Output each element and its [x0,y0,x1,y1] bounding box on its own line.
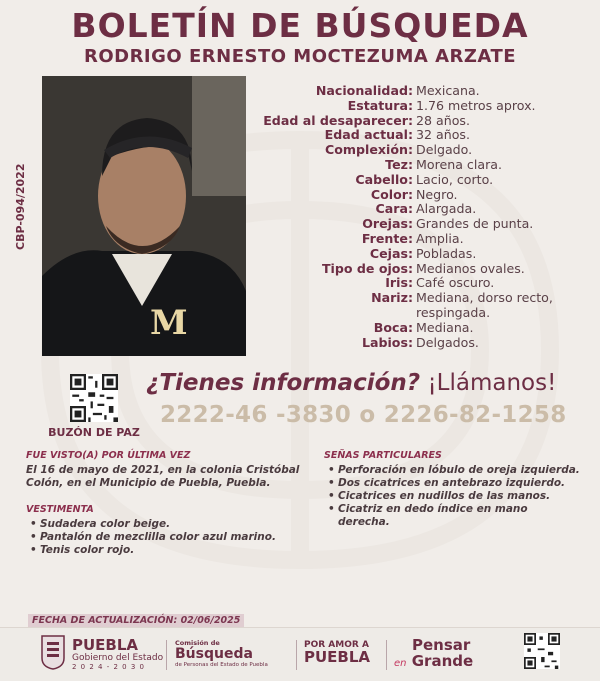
buzon-de-paz-label: BUZÓN DE PAZ [48,426,140,439]
desc-label: Estatura: [347,97,413,113]
update-date: FECHA DE ACTUALIZACIÓN: 02/06/2025 [28,614,244,627]
case-number: CBP-094/2022 [14,163,27,250]
qr-code-icon [524,633,560,669]
desc-row [262,232,582,247]
desc-label: Tipo de ojos: [321,260,413,276]
desc-value: 32 años. [416,127,470,143]
gobierno-label: Gobierno del Estado [72,653,164,663]
shirt-letter: M [150,303,188,343]
desc-label: Cara: [375,201,413,217]
desc-value: Mediana. [416,319,474,335]
desc-label: Labios: [361,334,413,350]
desc-label: Edad actual: [324,127,413,143]
desc-row [262,84,582,99]
desc-row [262,291,582,321]
desc-row [262,158,582,173]
desc-value: Café oscuro. [416,275,495,291]
footer-qr-code[interactable] [524,633,560,669]
puebla-shield-icon [40,634,66,670]
desc-value: Pobladas. [416,245,477,261]
desc-value: Medianos ovales. [416,260,525,276]
clothing-list [26,518,306,557]
contact-phones [160,402,567,428]
last-seen-text: El 16 de mayo de 2021, en la colonia Cristóbal Colón, en el Municipio de Puebla, Puebla. [26,464,300,489]
info-question: ¿Tienes información? [146,370,421,396]
phone-number-2[interactable]: 2226-82-1258 [383,402,567,428]
busqueda-wordmark: Búsqueda [175,646,253,662]
desc-label: Frente: [361,230,413,246]
list-item: • Pantalón de mezclilla color azul marino. [26,531,306,544]
desc-value: Alargada. [416,201,477,217]
desc-row [262,217,582,232]
list-item: • Perforación en lóbulo de oreja izquierda. [324,464,582,477]
list-item: • Sudadera color beige. [26,518,306,531]
missing-person-photo [42,76,246,356]
clothing-section [26,503,306,557]
list-item: • Dos cicatrices en antebrazo izquierdo. [324,477,582,490]
desc-label: Edad al desaparecer: [263,112,413,128]
desc-row [262,143,582,158]
comision-busqueda-logo [175,640,268,668]
marks-list [324,464,582,529]
desc-label: Color: [370,186,413,202]
gobierno-puebla-logo [72,638,163,671]
por-amor-puebla-logo [304,640,370,665]
footer-divider [386,640,387,670]
desc-row [262,247,582,262]
en-label: en [394,658,407,669]
desc-value: 28 años. [416,112,470,128]
desc-value: Morena clara. [416,156,502,172]
person-photo-illustration [42,76,246,356]
por-amor-label: POR AMOR A [304,640,369,650]
desc-row [262,114,582,129]
desc-label: Orejas: [362,216,413,232]
desc-value: Amplia. [416,230,464,246]
desc-label: Tez: [385,156,413,172]
desc-row [262,336,582,351]
desc-label: Cejas: [369,245,413,261]
desc-label: Nacionalidad: [315,83,413,98]
desc-row [262,276,582,291]
qr-code-icon [70,374,118,422]
footer-divider [296,640,297,670]
desc-row [262,262,582,277]
list-item: • Tenis color rojo. [26,544,306,557]
desc-value: Delgados. [416,334,479,350]
pensar-label: Pensar [412,636,471,654]
desc-label: Iris: [385,275,413,291]
info-call: ¡Llámanos! [427,370,557,396]
clothing-heading: VESTIMENTA [26,504,94,515]
desc-label: Boca: [373,319,413,335]
desc-label: Complexión: [325,142,413,158]
bulletin-title: BOLETÍN DE BÚSQUEDA [71,6,529,45]
desc-label: Nariz: [371,290,413,306]
phone-number-1[interactable]: 2222-46 -3830 [160,402,352,428]
footer-logos [0,627,600,681]
desc-label: Cabello: [355,171,413,187]
buzon-qr-code[interactable] [70,374,118,422]
desc-row [262,188,582,203]
desc-value: Mexicana. [416,83,480,98]
phone-separator: o [359,402,376,428]
information-prompt [146,370,556,396]
puebla-wordmark: PUEBLA [72,636,139,654]
desc-value: 1.76 metros aprox. [416,97,536,113]
last-seen-section [26,449,306,490]
distinguishing-marks-section [324,449,582,529]
desc-value: Grandes de punta. [416,216,534,232]
missing-person-name: RODRIGO ERNESTO MOCTEZUMA ARZATE [83,46,517,67]
desc-row [262,202,582,217]
desc-row [262,128,582,143]
busqueda-subtitle: de Personas del Estado de Puebla [175,662,268,668]
physical-description [262,84,582,350]
desc-row [262,173,582,188]
list-item: • Cicatrices en nudillos de las manos. [324,490,582,503]
puebla-label: PUEBLA [304,648,371,666]
last-seen-heading: FUE VISTO(A) POR ÚLTIMA VEZ [26,450,191,461]
grande-label: Grande [411,652,474,670]
marks-heading: SEÑAS PARTICULARES [324,450,442,461]
desc-value: Mediana, dorso recto, respingada. [416,290,553,320]
term-years: 2 0 2 4 - 2 0 3 0 [72,663,145,671]
desc-row [262,99,582,114]
pensar-en-grande-logo [394,638,473,672]
desc-row [262,321,582,336]
footer-divider [166,640,167,670]
comision-label: Comisión de [175,639,220,647]
list-item: • Cicatriz en dedo índice en mano derecha. [324,503,582,529]
desc-value: Delgado. [416,142,473,158]
desc-value: Lacio, corto. [416,171,494,187]
desc-value: Negro. [416,186,458,202]
